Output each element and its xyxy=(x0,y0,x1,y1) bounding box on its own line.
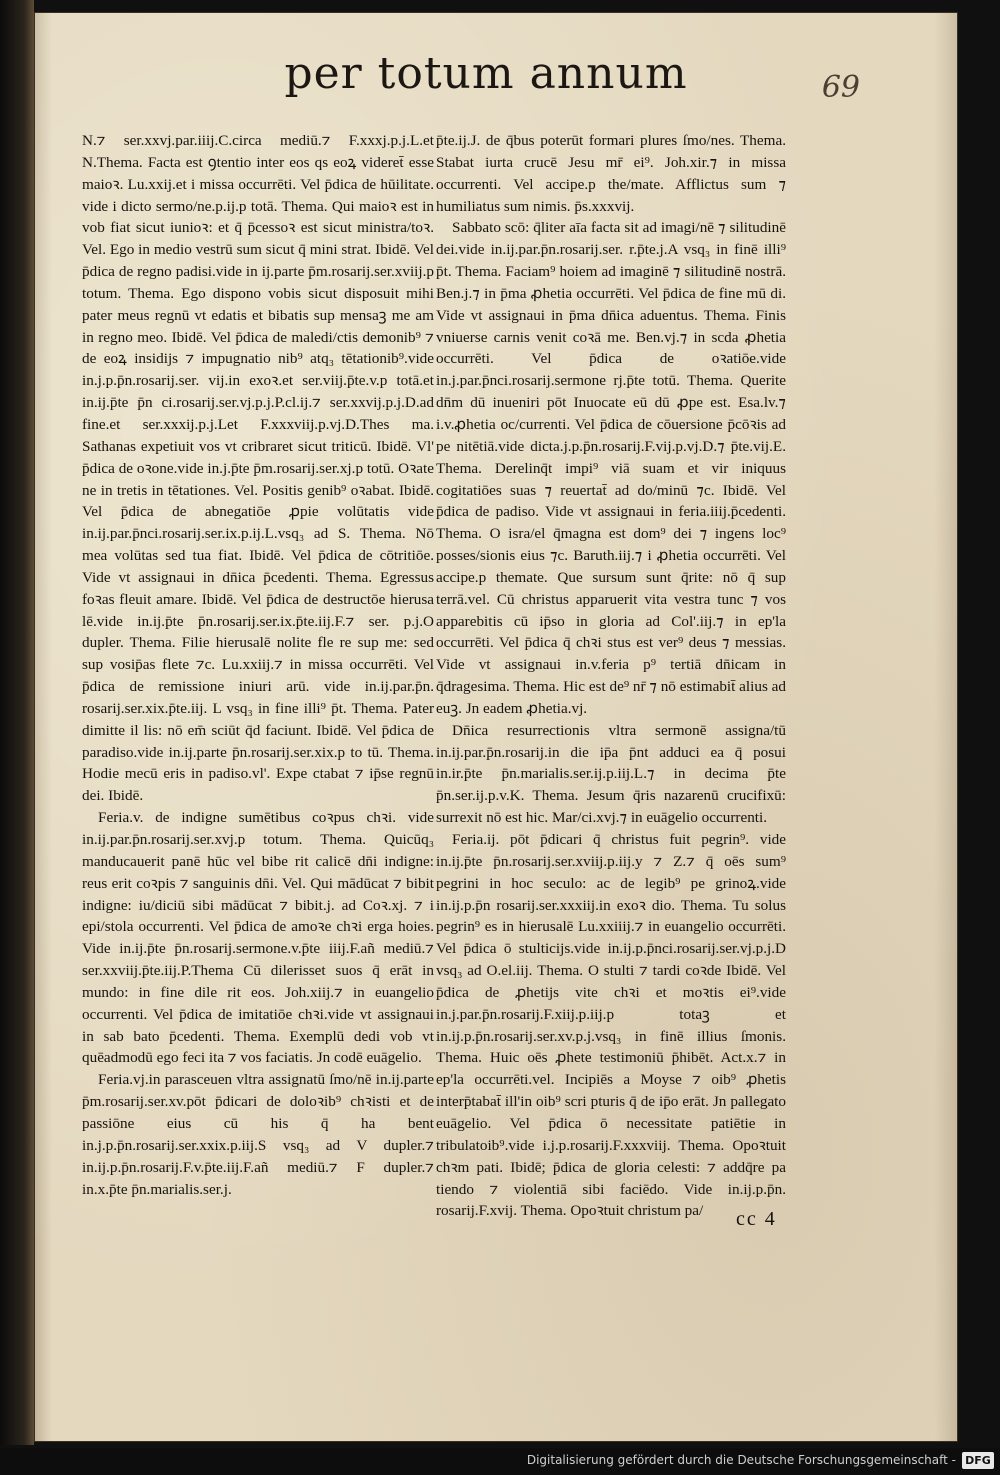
running-head: per totum annum xyxy=(284,48,688,99)
right-text-column xyxy=(436,130,786,1222)
funding-credit: Digitalisierung gefördert durch die Deutsche Forschungsgemeinschaft - xyxy=(526,1453,956,1467)
signature-mark: cc 4 xyxy=(736,1208,777,1230)
scanned-page xyxy=(34,12,958,1442)
dfg-logo[interactable]: DFG xyxy=(962,1452,994,1469)
text-paragraph: N.⁊ ser.xxvj.par.iiij.C.circa mediū.⁊ F.xxxj.p.j.L.et N.Thema. Facta est ꝯtentio inter eos qs eoꝝ videret̄ esse maioꝛ. Lu.xxij.et i missa occurrēti. Vel p̄dica de hūilitate. vide i dicto sermo/ne.p.ij.p totā. Thema. Qui maioꝛ est in vob fiat sicut iunioꝛ: et q̄ p̄cessoꝛ est sicut ministra/toꝛ. Vel. Ego in medio vestrū sum sicut q̄ mini strat. Ibidē. Vel p̄dica de regno padisi.vide in ij.parte p̄m.rosarij.ser.xviij.p totum. Thema. Ego dispono vobis sicut disposuit mihi pater meus regnū vt edatis et bibatis sup mensaꝫ me am in regno meo. Ibidē. Vel p̄dica de maledi/ctis demonib⁹ ⁊ de eoꝝ insidijs ⁊ impugnatio nib⁹ atq₃ tētationib⁹.vide in.j.p.p̄n.rosarij.ser. vij.in exoꝛ.et ser.viij.p̄te.v.p totā.et in.ij.p̄te p̄n ci.rosarij.ser.vj.p.j.P.cl.ij.⁊ ser.xxvij.p.j.D.ad fine.et ser.xxxij.p.j.Let F.xxxviij.p.vj.D.Thes ma. Sathanas expetiuit vos vt cribraret sicut triticū. Ibidē. Vl' p̄dica de oꝛone.vide in.j.p̄te p̄m.rosarij.ser.xj.p totū. Oꝛate ne in tretis in tētationes. Vel. Positis genib⁹ oꝛabat. Ibidē. Vel p̄dica de abnegatiōe ꝓpie volūtatis vide in.ij.par.p̄nci.rosarij.ser.ix.p.ij.L.vsq₃ ad S. Thema. Nō mea volūtas sed tua fiat. Ibidē. Vel p̄dica de cōtritiōe. Vide vt assignaui in dn̄ica p̄cedenti. Thema. Egressus foꝛas fleuit amare. Ibidē. Vel p̄dica de destructōe hierusa lē.vide in.ij.p̄te p̄n.rosarij.ser.ix.p̄te.iij.F.⁊ ser. p.j.O dupler. Thema. Filie hierusalē nolite fle re sup me: sed sup vosip̄as flete ⁊c. Lu.xxiij.⁊ in missa occurrēti. Vel p̄dica de remissione iniuri arū. vide in.ij.par.p̄n. rosarij.ser.xix.p̄te.iij. L vsq₃ in fine illi⁹ p̄t. Thema. Pater dimitte il lis: nō em̄ sciūt q̄d faciunt. Ibidē. Vel p̄dica de paradiso.vide in.ij.parte p̄n.rosarij.ser.xix.p to tū. Thema. Hodie mecū eris in padiso.vl'. Expe ctabat ⁊ ip̄se regnū dei. Ibidē. xyxy=(82,132,434,805)
text-paragraph: Feria.v. de indigne sumētibus coꝛpus chꝛi. vide in.ij.par.p̄n.rosarij.ser.xvj.p totum. Thema. Quicūq₃ manducauerit panē hūc vel bibe rit calicē dn̄i indigne: reus erit coꝛpis ⁊ sanguinis dn̄i. Vel. Qui mādūcat ⁊ bibit indigne: iu/diciū sibi mādūcat ⁊ bibit.j. ad Coꝛ.xj. ⁊ i epi/stola occurrenti. Vel p̄dica de amoꝛe chꝛi erga hoies. Vide in.ij.p̄te p̄n.rosarij.sermone.v.p̄te iiij.F.añ mediū.⁊ ser.xxviij.p̄te.iij.P.Thema Cū dilerisset suos q̄ erāt in mundo: in fine dile rit eos. Joh.xiij.⁊ in euangelio occurrenti. Vel p̄dica de imitatiōe chꝛi.vide vt assignaui in sab bato p̄cedenti. Thema. Exemplū dedi vob vt quēadmodū ego feci ita ⁊ vos faciatis. Jn codē euāgelio. xyxy=(82,809,434,1067)
footer-bar xyxy=(0,1448,1000,1475)
book-spine xyxy=(0,0,34,1445)
text-paragraph: p̄te.ij.J. de q̄bus poterūt formari plures ſmo/nes. Thema. Stabat iurta crucē Jesu mr̄ ei⁹. Joh.xir.⁊ in missa occurrenti. Vel accipe.p the/mate. Afflictus sum ⁊ humiliatus sum nimis. p̄s.xxxvij. xyxy=(436,132,786,215)
text-paragraph: Feria.ij. pōt p̄dicari q̄ christus fuit pegrin⁹. vide in.ij.p̄te p̄n.rosarij.ser.xviij.p.iij.y ⁊ Z.⁊ q̄ oēs sum⁹ pegrini in hoc seculo: ac de legib⁹ pe grinoꝝ.vide in.ij.p.p̄n rosarij.ser.xxxiij.in exoꝛ dio. Thema. Tu solus pegrin⁹ es in hierusalē Lu.xxiiij.⁊ in euangelio occurrēti. Vel p̄dica ō stulticijs.vide in.ij.p.p̄nci.rosarij.ser.vj.p.j.D vsq₃ ad O.el.iij. Thema. O stulti ⁊ tardi coꝛde Ibidē. Vel p̄dica de ꝓhetijs vite chꝛi et moꝛtis ei⁹.vide in.j.par.p̄n.rosarij.F.xiij.p.iij.p totaꝫ et in.ij.p.p̄n.rosarij.ser.xv.p.j.vsq₃ in finē illius ſmonis. Thema. Huic oēs ꝓhete testimoniū p̄hibēt. Act.x.⁊ in ep'la occurrēti.vel. Incipiēs a Moyse ⁊ oib⁹ ꝓhetis interp̄tabat̄ ill'in oib⁹ scri pturis q̄ de ip̄o erāt. Jn pallegato euāgelio. Vel p̄dica ō necessitate patiētie in tribulatoib⁹.vide i.j.p.rosarij.F.xxxviij. Thema. Opoꝛtuit chꝛm pati. Ibidē; p̄dica de gloria celesti: ⁊ addq̄re pa tiendo ⁊ violentiā sibi faciēdo. Vide in.ij.p.p̄n. rosarij.F.xvij. Thema. Opoꝛtuit christum pa/ xyxy=(436,831,786,1220)
folio-number: 69 xyxy=(821,70,860,105)
text-paragraph: Dn̄ica resurrectionis vltra sermonē assigna/tū in.ij.par.p̄n.rosarij.in die ip̄a p̄nt adduci ea q̄ posui in.ir.p̄te p̄n.marialis.ser.ij.p.iij.L.⁊ in decima p̄te p̄n.ser.ij.p.v.K. Thema. Jesum q̄ris nazarenū crucifixū: surrexit nō est hic. Mar/ci.xvj.⁊ in euāgelio occurrenti. xyxy=(436,721,786,827)
text-paragraph: Feria.vj.in parasceuen vltra assignatū ſmo/nē in.ij.parte p̄m.rosarij.ser.xv.pōt p̄dicari de doloꝛib⁹ chꝛisti et de passiōne eius cū his q̄ ha bent in.j.p.p̄n.rosarij.ser.xxix.p.iij.S vsq₃ ad V dupler.⁊ in.ij.p.p̄n.rosarij.F.v.p̄te.iij.F.añ mediū.⁊ F dupler.⁊ in.x.p̄te p̄n.marialis.ser.j. xyxy=(82,1071,434,1198)
left-text-column xyxy=(82,130,434,1200)
text-paragraph: Sabbato scō: q̄liter aīa facta sit ad imagi/nē ⁊ silitudinē dei.vide in.ij.par.p̄n.rosarij.ser. r.p̄te.j.A vsq₃ in finē illi⁹ p̄t. Thema. Faciam⁹ hoiem ad imaginē ⁊ silitudinē nostrā. Ben.j.⁊ in p̄ma ꝓhetia occurrēti. Vel p̄dica de fine mū di. Vide vt assignaui in p̄ma dn̄ica aduentus. Thema. Finis vniuerse carnis venit coꝛā me. Ben.vj.⁊ in scda ꝓhetia occurrēti. Vel p̄dica de oꝛatiōe.vide in.j.par.p̄nci.rosarij.sermone rj.p̄te totū. Thema. Querite dn̄m dū inueniri pōt Inuocate eū dū ꝓpe est. Esa.lv.⁊ i.v.ꝓhetia oc/currenti. Vel p̄dica de cōuersione p̄cōꝛis ad pe nitētiā.vide dicta.j.p.p̄n.rosarij.F.vij.p.vj.D.⁊ p̄te.vij.E. Thema. Derelinq̄t impi⁹ viā suam et vir iniquus cogitatiōes suas ⁊ reuertat̄ ad do/minū ⁊c. Ibidē. Vel p̄dica de padiso. Vide vt assignaui in feria.iiij.p̄cedenti. Thema. O isra/el q̄magna est dom⁹ dei ⁊ ingens loc⁹ posses/sionis eius ⁊c. Baruth.iij.⁊ i ꝓhetia occurrēti. Vel accipe.p themate. Que sursum sunt q̄rite: nō q̄ sup terrā.vel. Cū christus apparuerit vita vestra tunc ⁊ vos apparebitis cū ip̄so in gloria ad Col'.iij.⁊ in ep'la occurrēti. Vel p̄dica q̄ chꝛi stus est ver⁹ deus ⁊ messias. Vide vt assignaui in.v.feria p⁹ tertiā dn̄icam in q̄dragesima. Thema. Hic est de⁹ nr̄ ⁊ nō estimabit̄ alius ad euꝫ. Jn eadem ꝓhetia.vj. xyxy=(436,219,786,717)
